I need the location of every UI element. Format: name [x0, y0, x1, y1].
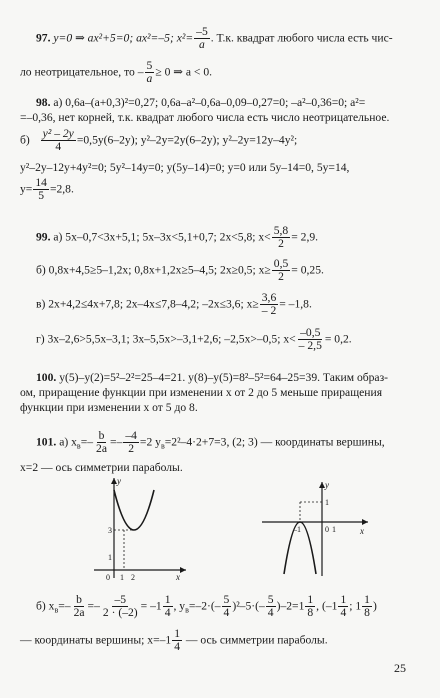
problem-101-line-a2: x=2 — ось симметрии параболы. — [20, 461, 183, 474]
graph-parabola-2 — [260, 478, 370, 578]
problem-97-text1: y=0 ⇒ ax²+5=0; ax²=–5; x²= — [53, 31, 194, 45]
problem-98-b1: =0,5y(6–2y); y²–2y=2y(6–2y); y²–2y=12y–4y²; — [76, 133, 298, 147]
problem-101-b-frac7: $\frac{1}{4}$ — [340, 593, 347, 620]
problem-101-b-frac1: $\frac{b}{2a}$ — [73, 593, 85, 620]
problem-98-line3: б) $\frac{\text{y² – 2y}}{4}$ =0,5y(6–2y); y²–2y=2y(6–2y); y²–2y=12y–4y²; — [20, 127, 298, 154]
problem-98-line1 — [36, 96, 365, 109]
graph1-x-label: x — [176, 572, 180, 582]
problem-101-line-b: б) $x_в=-$ $\frac{b}{2a}$ =– $\frac{-5}{2 \cdot (-2)}$ = –1 $\frac{1}{4}$ , $y_в=-2\cdot(-$ $\frac{5}{4}$ )²–5·(– $\frac{5}{4}$ )–2=1 $\frac{1}{8}$ , (–1 $\frac{1}{4}$ ; 1 $\frac{1}{8}$ ) — [36, 593, 377, 620]
graph-parabola-1 — [88, 474, 188, 584]
graph1-x-arrow — [180, 567, 186, 573]
graph1-origin-label: 0 — [106, 573, 110, 582]
graph1-tick-y1: 1 — [108, 553, 112, 562]
problem-101-b-frac8: $\frac{1}{8}$ — [364, 593, 370, 620]
graph1-tick-y3: 3 — [108, 526, 112, 535]
graph2-tick-neg1: –1 — [293, 525, 301, 534]
problem-98-a1: а) 0,6a–(a+0,3)²=0,27; 0,6a–a²–0,6a–0,09–0,27=0; –a²–0,36=0; a²= — [53, 96, 366, 109]
problem-97-line2 — [20, 60, 212, 85]
graph1-tick-2: 2 — [131, 573, 135, 582]
problem-97-text3: ло неотрицательное, то – — [20, 65, 144, 79]
problem-97-number: 97. — [36, 31, 51, 45]
problem-99-line-c: в) 2x+4,2≤4x+7,8; 2x–4x≤7,8–4,2; –2x≤3,6; x≥ $\frac{3,6}{- 2}$ = –1,8. — [36, 291, 312, 318]
problem-101-b-frac9: $\frac{1}{4}$ — [174, 627, 181, 654]
problem-101-line-a: 101. а) $x_в=-$ $\frac{b}{2a}$ =– $\frac{-4}{2}$ =2 $y_в=2^2-4\cdot 2+7=3$, (2; 3) — координаты вершины, — [36, 429, 385, 456]
problem-98-frac1: $\frac{\text{y² – 2y}}{4}$ — [42, 127, 74, 154]
problem-99-frac-b: $\frac{0,5}{2}$ — [273, 257, 289, 284]
graph2-x-label: x — [360, 526, 364, 536]
page-number: 25 — [394, 661, 406, 676]
problem-98-line5: y= $\frac{14}{5}$ =2,8. — [20, 176, 74, 203]
graph1-tick-1: 1 — [120, 573, 124, 582]
problem-97-text2: . Т.к. квадрат любого числа есть чис- — [210, 31, 393, 45]
problem-98-line2: =–0,36, нет корней, т.к. квадрат любого числа есть число неотрицательное. — [20, 111, 390, 124]
problem-101-b-frac2: $\frac{-5}{2 \cdot (-2)}$ — [102, 593, 138, 620]
graph1-y-label: y — [117, 476, 121, 486]
problem-97-line1 — [36, 26, 393, 51]
problem-101-a-frac2: $\frac{-4}{2}$ — [125, 429, 137, 456]
problem-99-frac-a: $\frac{5,8}{2}$ — [273, 224, 289, 251]
graph2-y-label: y — [325, 480, 329, 490]
problem-98-number: 98. — [36, 96, 51, 109]
problem-100-number: 100. — [36, 371, 57, 384]
problem-97-text4: ≥ 0 ⇒ a < 0. — [155, 65, 213, 79]
problem-99-frac-d: $\frac{-0,5}{- 2,5}$ — [298, 326, 322, 353]
problem-101-b-frac5: $\frac{5}{4}$ — [267, 593, 274, 620]
problem-99-number: 99. — [36, 230, 51, 244]
problem-98-frac2: $\frac{14}{5}$ — [35, 176, 47, 203]
problem-99-line-d: г) 3x–2,6>5,5x–3,1; 3x–5,5x>–3,1+2,6; –2,5x>–0,5; x< $\frac{-0,5}{- 2,5}$ = 0,2. — [36, 326, 352, 353]
problem-97-frac1: $\frac{-5}{a}$ — [196, 25, 208, 52]
graph2-tick-y1: 1 — [325, 498, 329, 507]
graph2-origin-label: 0 — [325, 525, 329, 534]
graph2-x-arrow — [362, 519, 368, 525]
problem-100-line1: 100. y(5)–y(2)=5²–2²=25–4=21. y(8)–y(5)=8²–5²=64–25=39. Таким образ- — [36, 371, 389, 384]
graph1-parabola-curve — [114, 490, 154, 530]
problem-97-frac2: $\frac{5}{a}$ — [146, 59, 153, 86]
problem-98-line4: y²–2y–12y+4y²=0; 5y²–14y=0; y(5y–14)=0; y=0 или 5y–14=0, 5y=14, — [20, 161, 350, 174]
problem-99-line-a: 99. а) 5x–0,7<3x+5,1; 5x–3x<5,1+0,7; 2x<5,8; x< $\frac{5,8}{2}$ = 2,9. — [36, 224, 319, 251]
problem-101-b-frac3: $\frac{1}{4}$ — [164, 593, 171, 620]
problem-99-frac-c: $\frac{3,6}{- 2}$ — [261, 291, 277, 318]
problem-99-line-b: б) 0,8x+4,5≥5–1,2x; 0,8x+1,2x≥5–4,5; 2x≥0,5; x≥ $\frac{0,5}{2}$ = 0,25. — [36, 257, 324, 284]
problem-100-line3: функции при изменении x от 5 до 8. — [20, 401, 198, 414]
problem-100-line2: ом, приращение функции при изменении x от 2 до 5 меньше приращения — [20, 386, 383, 399]
graph2-tick-x1: 1 — [332, 525, 336, 534]
problem-101-a-frac1: $\frac{b}{2a}$ — [96, 429, 107, 456]
problem-101-line-b2: — координаты вершины; x=–1 $\frac{1}{4}$ — ось симметрии параболы. — [20, 627, 328, 654]
problem-101-b-frac6: $\frac{1}{8}$ — [307, 593, 314, 620]
problem-101-b-frac4: $\frac{5}{4}$ — [223, 593, 230, 620]
problem-101-number: 101. — [36, 435, 57, 449]
